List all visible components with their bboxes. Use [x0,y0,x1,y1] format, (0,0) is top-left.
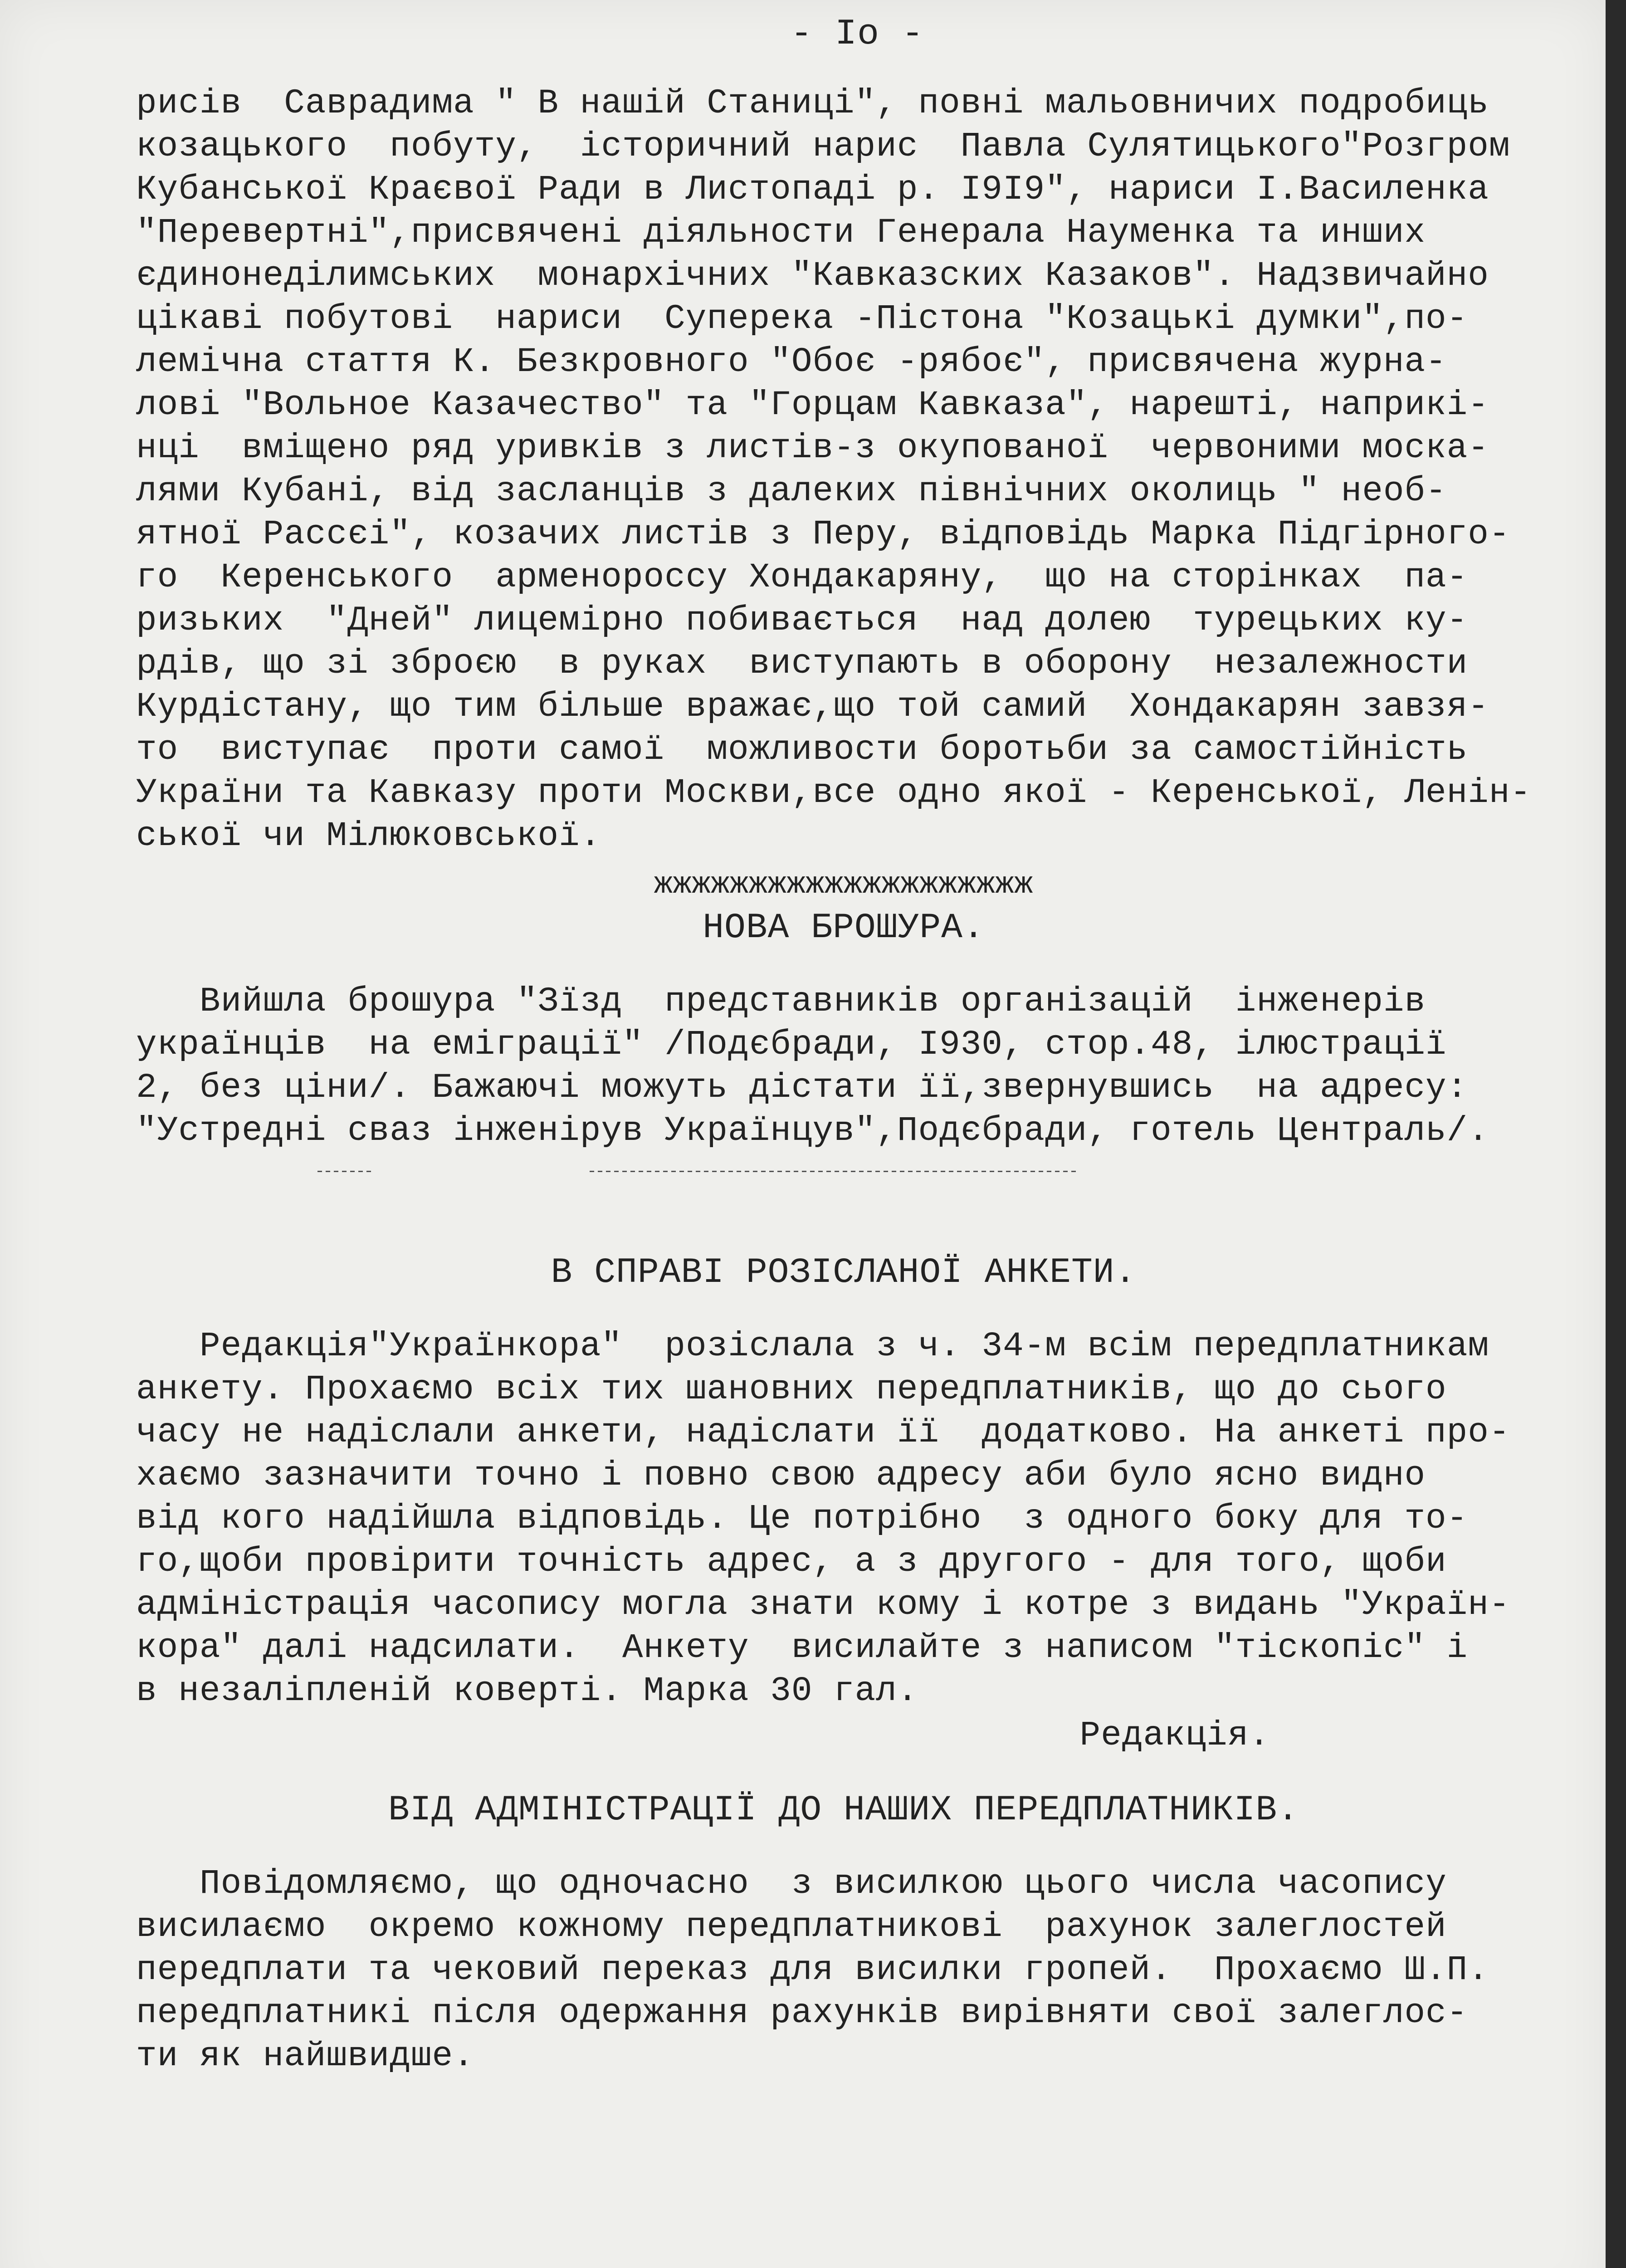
text-line: Редакція"Українкора" розіслала з ч. 34-м всім передплатникам [200,1327,1489,1366]
text-line: рдів, що зі зброєю в руках виступають в оборону незалежности [136,644,1468,683]
page-number: - Io - [790,14,924,55]
text-line: анкету. Прохаємо всіх тих шановних передплатників, що до сього [136,1370,1447,1409]
document-content [136,14,1551,2078]
text-line: часу не надіслали анкети, надіслати її додатково. На анкеті про- [136,1413,1510,1452]
text-line: українців на еміграції" /Подєбради, I930, стор.48, ілюстрації [136,1025,1447,1064]
divider-segment [590,1171,1079,1172]
text-line: го Керенського арменороссу Хондакаряну, що на сторінках па- [136,558,1468,597]
signature-editorial: Редакція. [1079,1716,1270,1755]
text-line: лові "Вольное Казачество" та "Горцам Кавказа", нарешті, наприкі- [136,386,1489,425]
divider-segment [317,1171,372,1172]
dashed-divider [136,1153,1551,1198]
text-line: передплати та чековий переказ для висилки гропей. Прохаємо Ш.П. [136,1950,1489,1989]
text-line: хаємо зазначити точно і повно свою адресу аби було ясно видно [136,1456,1426,1495]
text-line: ятної Рассєі", козачих листів з Перу, відповідь Марка Підгірного- [136,515,1510,554]
new-brochure-section [136,903,1551,1153]
text-line: передплатникі після одержання рахунків вирівняти свої залеглос- [136,1994,1468,2033]
administration-section [136,1785,1551,2078]
text-line: ризьких "Дней" лицемірно побивається над долею турецьких ку- [136,601,1468,640]
questionnaire-section [136,1248,1551,1758]
text-line: 2, без ціни/. Бажаючі можуть дістати її,звернувшись на адресу: [136,1068,1468,1107]
text-line: Курдістану, що тим більше вражає,що той самий Хондакарян завзя- [136,687,1489,726]
text-line: "Устредні свaз інженірув Українцув",Подєбради, готель Централь/. [136,1111,1489,1150]
text-line: в незаліпленій коверті. Марка 30 гал. [136,1672,918,1711]
text-line: висилаємо окремо кожному передплатникові рахунок залеглостей [136,1907,1447,1946]
text-line: ської чи Мілюковської. [136,816,601,855]
text-line: нці вміщено ряд уривків з листів-з окупованої червоними моска- [136,429,1489,468]
text-line: адміністрація часопису могла знати кому і котре з видань "Україн- [136,1585,1510,1624]
text-line: "Перевертні",присвячені діяльности Генерала Науменка та инших [136,213,1426,252]
text-line: то виступає проти самої можливости боротьби за самостійність [136,730,1468,769]
article-continuation [136,82,1551,858]
text-line: Кубанської Краєвої Ради в Листопаді р. I9I9", нариси І.Василенка [136,170,1489,209]
section-heading: ВІД АДМІНІСТРАЦІЇ ДО НАШИХ ПЕРЕДПЛАТНИКІВ. [388,1790,1299,1830]
text-line: го,щоби провірити точність адрес, а з другого - для того, щоби [136,1542,1447,1581]
text-line: кора" далі надсилати. Анкету висилайте з написом "тіскопіс" і [136,1628,1468,1667]
text-line: лями Кубані, від засланців з далеких північних околиць " необ- [136,472,1447,511]
section-separator: жжжжжжжжжжжжжжжжжжжж [654,867,1034,902]
section-heading: В СПРАВІ РОЗІСЛАНОЇ АНКЕТИ. [551,1253,1137,1293]
text-line: Повідомляємо, що одночасно з висилкою цього числа часопису [200,1864,1447,1903]
text-line: ти як найшвидше. [136,2037,474,2076]
text-line: козацького побуту, історичний нарис Павла Сулятицького"Розгром [136,127,1510,166]
text-line: рисів Саврадима " В нашій Станиці", повні мальовничих подробиць [136,84,1489,123]
text-line: єдинонеділимських монархічних "Кавказских Казаков". Надзвичайно [136,256,1489,295]
text-line: цікаві побутові нариси Суперека -Пістона "Козацькі думки",по- [136,299,1468,338]
text-line: України та Кавказу проти Москви,все одно якої - Керенської, Ленін- [136,773,1532,812]
text-line: Вийшла брошура "Зїзд представників організацій інженерів [200,982,1426,1021]
section-heading: НОВА БРОШУРА. [703,908,985,948]
text-line: від кого надійшла відповідь. Це потрібно з одного боку для то- [136,1499,1468,1538]
scan-edge [1606,0,1626,2268]
text-line: лемічна стаття К. Безкровного "Обоє -рябоє", присвячена журна- [136,342,1447,381]
